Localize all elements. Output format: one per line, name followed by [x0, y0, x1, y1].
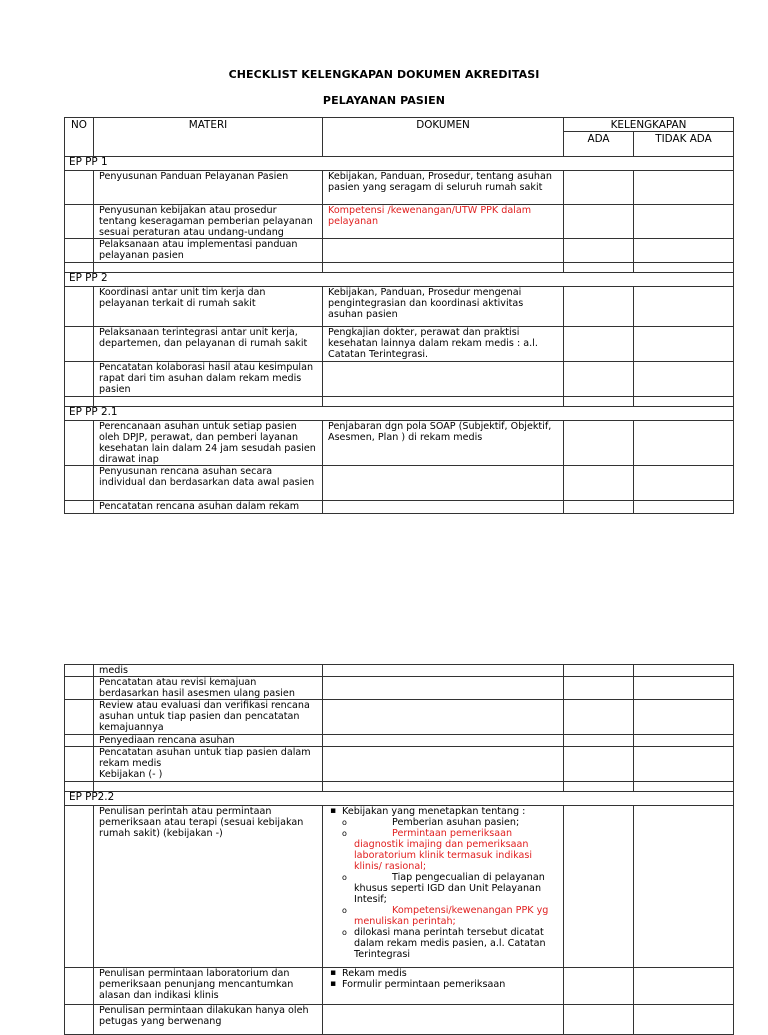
table-row: Pencatatan atau revisi kemajuan berdasarkan hasil asesmen ulang pasien — [65, 677, 734, 700]
dokumen-list: ▪ Kebijakan yang menetapkan tentang : o Pemberian asuhan pasien; o Permintaan pemeriksaan diagnostik imajing dan pemeriksaan laboratorium klinik termasuk indikasi klinis/ rasional; o Tiap pengecualian di pelayanan khusus seperti IGD dan Unit Pelayanan Intesif; o Kompetensi/kewenangan PPK yg menuliskan perintah; o dilokasi mana perintah tersebut dicatat dalam rekam medis pasien, a.l. Catatan Terintegrasi — [323, 806, 564, 968]
dokumen-list: ▪ Rekam medis ▪ Formulir permintaan pemeriksaan — [323, 968, 564, 1005]
table-row: Penyusunan kebijakan atau prosedur tentang keseragaman pemberian pelayanan sesuai peraturan atau undang-undang Kompetensi /kewenangan/UTW PPK dalam pelayanan — [65, 205, 734, 239]
section-ep-pp-2: EP PP 2 — [65, 273, 734, 287]
table-row: Pencatatan kolaborasi hasil atau kesimpulan rapat dari tim asuhan dalam rekam medis pasien — [65, 362, 734, 397]
table-row: Penulisan permintaan laboratorium dan pemeriksaan penunjang mencantumkan alasan dan indikasi klinis ▪ Rekam medis ▪ Formulir permintaan pemeriksaan — [65, 968, 734, 1005]
header-materi: MATERI — [94, 118, 323, 157]
header-dokumen: DOKUMEN — [323, 118, 564, 157]
table-row: Penyusunan Panduan Pelayanan Pasien Kebijakan, Panduan, Prosedur, tentang asuhan pasien yang seragam di seluruh rumah sakit — [65, 171, 734, 205]
table-row: Pencatatan asuhan untuk tiap pasien dalam rekam medis Kebijakan (- ) — [65, 747, 734, 782]
document-subtitle: PELAYANAN PASIEN — [322, 94, 446, 107]
table-row: Penulisan perintah atau permintaan pemeriksaan atau terapi (sesuai kebijakan rumah sakit) (kebijakan -) ▪ Kebijakan yang menetapkan tentang : o Pemberian asuhan pasien; o Permintaan pemeriksaan diagnostik imajing dan pemeriksaan laboratorium klinik termasuk indikasi klinis/ rasional; o Tiap pengecualian di pelayanan khusus seperti IGD dan Unit Pelayanan Intesif; o Kompetensi/kewenangan PPK yg menuliskan perintah; o dilokasi mana perintah tersebut dicatat dalam rekam medis pasien, a.l. Catatan Terintegrasi — [65, 806, 734, 968]
table-row: Review atau evaluasi dan verifikasi rencana asuhan untuk tiap pasien dan pencatatan kemajuannya — [65, 700, 734, 735]
checklist-table-2 — [64, 664, 734, 1035]
table-row: medis — [65, 665, 734, 677]
section-ep-pp-2-1: EP PP 2.1 — [65, 407, 734, 421]
header-tidak-ada: TIDAK ADA — [634, 132, 734, 157]
table-row: Koordinasi antar unit tim kerja dan pelayanan terkait di rumah sakit Kebijakan, Panduan, Prosedur mengenai pengintegrasian dan koordinasi aktivitas asuhan pasien — [65, 287, 734, 327]
header-no: NO — [65, 118, 94, 157]
table-row: Pencatatan rencana asuhan dalam rekam — [65, 501, 734, 514]
table-row: Perencanaan asuhan untuk setiap pasien oleh DPJP, perawat, dan pemberi layanan kesehatan lain dalam 24 jam sesudah pasien dirawat inap Penjabaran dgn pola SOAP (Subjektif, Objektif, Asesmen, Plan ) di rekam medis — [65, 421, 734, 466]
checklist-table-1 — [64, 117, 734, 514]
table-row: Pelaksanaan terintegrasi antar unit kerja, departemen, dan pelayanan di rumah sakit Pengkajian dokter, perawat dan praktisi kesehatan lainnya dalam rekam medis : a.l. Catatan Terintegrasi. — [65, 327, 734, 362]
header-ada: ADA — [564, 132, 634, 157]
table-row: Penyediaan rencana asuhan — [65, 735, 734, 747]
section-ep-pp-2-2: EP PP2.2 — [65, 792, 734, 806]
table-row: Penulisan permintaan dilakukan hanya oleh petugas yang berwenang — [65, 1005, 734, 1035]
section-ep-pp-1: EP PP 1 — [65, 157, 734, 171]
table-row: Penyusunan rencana asuhan secara individual dan berdasarkan data awal pasien — [65, 466, 734, 501]
document-title: CHECKLIST KELENGKAPAN DOKUMEN AKREDITASI — [228, 68, 540, 81]
table-row: Pelaksanaan atau implementasi panduan pelayanan pasien — [65, 239, 734, 263]
header-kelengkapan: KELENGKAPAN — [564, 118, 734, 132]
